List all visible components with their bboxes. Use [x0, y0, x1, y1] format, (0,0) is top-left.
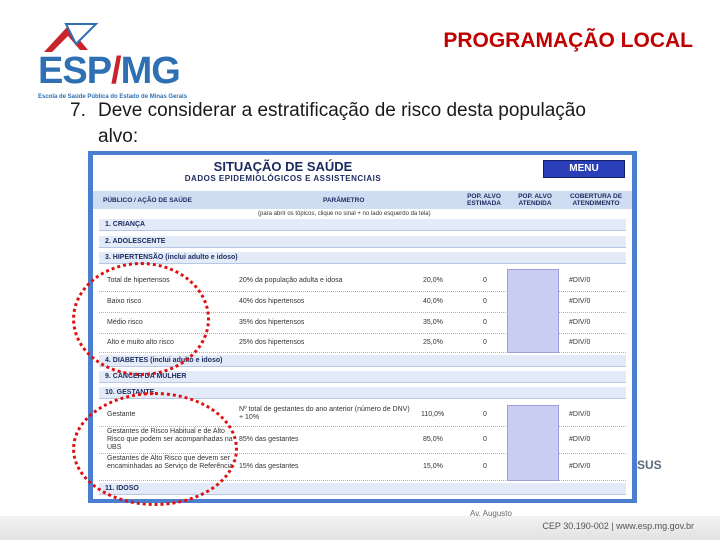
row-val: 0 — [483, 463, 487, 470]
row-pct: 20,0% — [423, 277, 443, 284]
col-cobertura: COBERTURA DE ATENDIMENTO — [569, 193, 623, 207]
row-label: Gestante — [107, 411, 136, 418]
section-hipertensao[interactable]: 3. HIPERTENSÃO (inclui adulto e idoso) — [99, 252, 626, 264]
row-param: 35% dos hipertensos — [239, 319, 305, 326]
row-param: 85% das gestantes — [239, 436, 299, 443]
row-param: 15% das gestantes — [239, 463, 299, 470]
row-param: Nº total de gestantes do ano anterior (número de DNV) + 10% — [239, 406, 410, 421]
sus-logo: SUS — [637, 458, 662, 472]
col-publico: PÚBLICO / AÇÃO DE SAÚDE — [103, 197, 192, 204]
footer-address: Av. Augusto — [470, 509, 512, 518]
bullet-item — [70, 98, 715, 150]
footer-contact[interactable]: CEP 30.190-002 | www.esp.mg.gov.br — [542, 521, 694, 531]
slide-title: PROGRAMAÇÃO LOCAL — [443, 29, 693, 52]
row-cov: #DIV/0 — [569, 463, 591, 470]
row-label: Gestantes de Alto Risco que devem ser encaminhadas ao Serviço de Referência — [107, 455, 234, 470]
logo-wordmark — [38, 50, 180, 93]
bullet-line2: alvo: — [98, 126, 139, 147]
hint-text: (para abrir os tópicos, clique no sinal + no lado esquerdo da tela) — [258, 211, 431, 217]
row-label: Total de hipertensos — [107, 277, 170, 284]
input-cell-block[interactable] — [507, 269, 559, 353]
bullet-line1: Deve considerar a estratificação de risco desta população — [98, 100, 586, 121]
row-pct: 25,0% — [423, 339, 443, 346]
row-param: 40% dos hipertensos — [239, 298, 305, 305]
col-pop-estimada: POP. ALVO ESTIMADA — [467, 193, 501, 207]
row-pct: 110,0% — [421, 411, 445, 418]
row-val: 0 — [483, 277, 487, 284]
row-cov: #DIV/0 — [569, 436, 591, 443]
section-adolescente[interactable]: 2. ADOLESCENTE — [99, 236, 626, 248]
situacao-title: SITUAÇÃO DE SAÚDE — [213, 159, 353, 174]
section-gestante[interactable]: 10. GESTANTE — [99, 387, 626, 399]
section-idoso[interactable]: 11. IDOSO — [99, 483, 626, 495]
menu-button[interactable]: MENU — [543, 160, 625, 178]
logo-slash: / — [111, 50, 121, 92]
row-label: Gestantes de Risco Habitual e de Alto Risco que podem ser acompanhadas na UBS — [107, 428, 233, 451]
row-param: 20% da população adulta e idosa — [239, 277, 343, 284]
row-val: 0 — [483, 319, 487, 326]
row-pct: 15,0% — [423, 463, 443, 470]
section-crianca[interactable]: 1. CRIANÇA — [99, 219, 626, 231]
section-cancer-mulher[interactable]: 9. CÂNCER DA MULHER — [99, 371, 626, 383]
row-label: Médio risco — [107, 319, 143, 326]
bullet-number: 7. — [70, 100, 86, 121]
row-val: 0 — [483, 339, 487, 346]
row-val: 0 — [483, 436, 487, 443]
row-pct: 40,0% — [423, 298, 443, 305]
situacao-subtitle: DADOS EPIDEMIOLÓGICOS E ASSISTENCIAIS — [184, 174, 382, 183]
logo-mg: MG — [120, 50, 180, 92]
col-parametro: PARÂMETRO — [323, 197, 365, 204]
logo-subtitle: Escola de Saúde Pública do Estado de Minas Gerais — [38, 94, 188, 100]
row-param: 25% dos hipertensos — [239, 339, 305, 346]
row-val: 0 — [483, 411, 487, 418]
logo-esp: ESP — [38, 50, 112, 92]
annotation-circle-gestante — [72, 392, 238, 506]
annotation-circle-hipertensao — [72, 262, 210, 376]
row-label: Baixo risco — [107, 298, 142, 305]
row-cov: #DIV/0 — [569, 298, 591, 305]
row-cov: #DIV/0 — [569, 339, 591, 346]
row-val: 0 — [483, 298, 487, 305]
row-cov: #DIV/0 — [569, 411, 591, 418]
section-diabetes[interactable]: 4. DIABETES (inclui adulto e idoso) — [99, 355, 626, 367]
row-pct: 85,0% — [423, 436, 443, 443]
row-pct: 35,0% — [423, 319, 443, 326]
table-header — [93, 191, 632, 209]
row-cov: #DIV/0 — [569, 319, 591, 326]
input-cell-block[interactable] — [507, 405, 559, 481]
row-cov: #DIV/0 — [569, 277, 591, 284]
row-label: Alto e muito alto risco — [107, 339, 174, 346]
col-pop-atendida: POP. ALVO ATENDIDA — [518, 193, 552, 207]
